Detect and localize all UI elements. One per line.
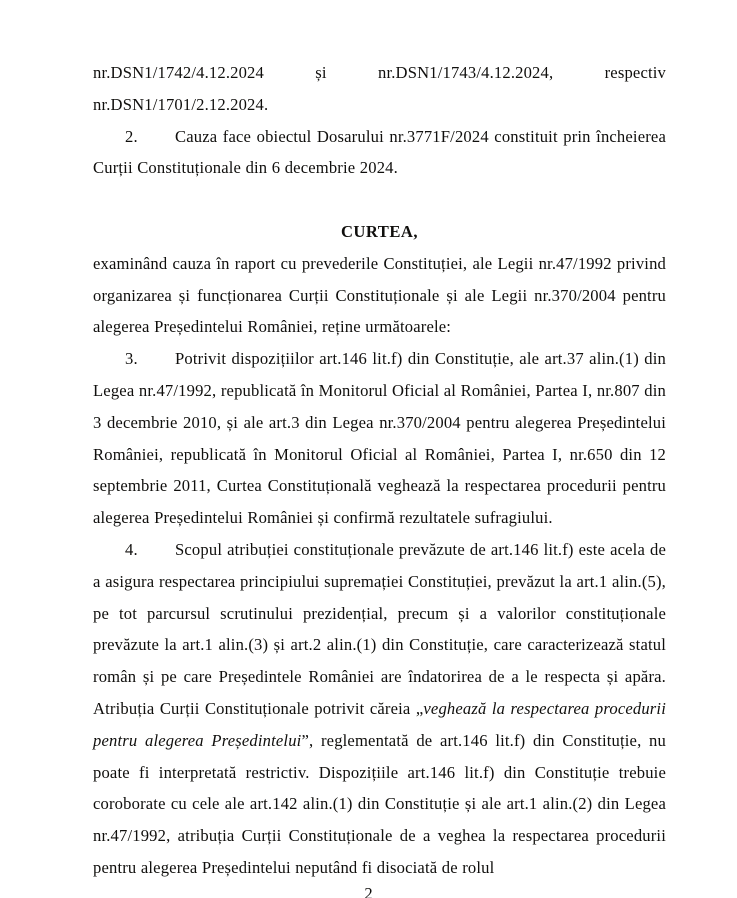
preamble-paragraph: examinând cauza în raport cu prevederile Constituției, ale Legii nr.47/1992 privind organizarea și funcționarea Curții Constituționale și ale Legii nr.370/2004 pentru alegerea Președintelui României, reține următoarele: [93,253,666,337]
paragraph-3-text: Potrivit dispozițiilor art.146 lit.f) din Constituție, ale art.37 alin.(1) din Legea nr.47/1992, republicată în Monitorul Oficial al României, Partea I, nr.807 din 3 decembrie 2010, și ale art.3 din Legea nr.370/2004 pentru alegerea Președintelui României, republicată în Monitorul Oficial al României, Partea I, nr.650 din 12 septembrie 2011, Curtea Constituțională veghează la respectarea procedurii pentru alegerea Președintelui României și confirmă rezultatele sufragiului. [93,349,666,528]
paragraph-1-continuation: nr.DSN1/1742/4.12.2024 și nr.DSN1/1743/4.12.2024, respectiv nr.DSN1/1701/2.12.2024. [93,63,666,114]
quote-open-mark: „ [415,698,424,718]
paragraph-4-number: 4. [125,539,138,559]
paragraph-4 [93,534,666,884]
page-number: 2 [364,884,373,898]
paragraph-3-number: 3. [125,349,138,369]
page-text-body [93,57,666,884]
paragraph-4-text-before-quote: Scopul atribuției constituționale prevăzute de art.146 lit.f) este acela de a asigura respectarea principiului supremației Constituției, prevăzut la art.1 alin.(5), pe tot parcursul scrutinului prezidențial, precum și a valorilor constituționale prevăzute la art.1 alin.(3) și art.2 alin.(1) din Constituție, care caracterizează statul român și pe care Președintele României are îndatorirea de a le respecta și apăra. Atribuția Curții Constituționale potrivit căreia [93,539,666,718]
paragraph-2 [93,121,666,185]
paragraph-2-text: Cauza face obiectul Dosarului nr.3771F/2024 constituit prin încheierea Curții Constituționale din 6 decembrie 2024. [93,126,666,178]
paragraph-2-number: 2. [125,126,138,146]
heading-curtea: CURTEA, [340,221,419,241]
quoted-constitutional-phrase: veghează la respectarea procedurii pentru alegerea Președintelui [93,698,666,750]
paragraph-3 [93,343,666,534]
paragraph-4-text-after-quote: , reglementată de art.146 lit.f) din Constituție, nu poate fi interpretată restrictiv. Dispozițiile art.146 lit.f) din Constituție trebuie coroborate cu cele ale art.142 alin.(1) din Constituție și ale art.1 alin.(2) din Legea nr.47/1992, atribuția Curții Constituționale de a veghea la respectarea procedurii pentru alegerea Președintelui neputând fi disociată de rolul [93,730,666,877]
quote-close-mark: ” [301,730,309,750]
blank-line-before-heading [93,184,666,216]
